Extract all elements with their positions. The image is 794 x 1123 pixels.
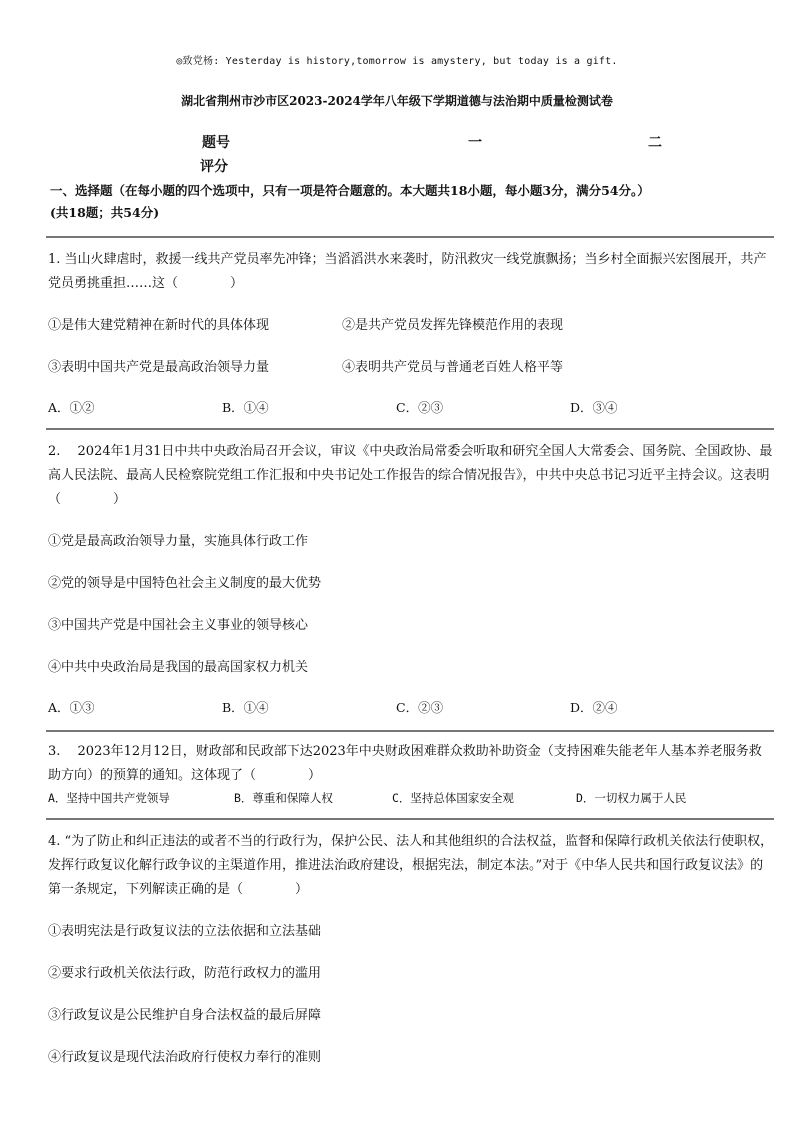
- question-1: [48, 248, 774, 296]
- question-4: [48, 830, 774, 902]
- score-label: 评分: [200, 159, 228, 175]
- choice-a[interactable]: A．①②: [48, 400, 95, 415]
- choice-b[interactable]: B．①④: [222, 700, 269, 715]
- statement: ④中共中央政治局是我国的最高国家权力机关: [48, 660, 309, 675]
- statement: ③中国共产党是中国社会主义事业的领导核心: [48, 618, 309, 633]
- statement: ④表明共产党员与普通老百姓人格平等: [342, 360, 564, 375]
- statement: ④行政复议是现代法治政府行使权力奉行的准则: [48, 1050, 322, 1065]
- choice-d[interactable]: D．③④: [570, 400, 618, 415]
- statement: ①党是最高政治领导力量，实施具体行政工作: [48, 534, 309, 549]
- motto-line: ◎致党杨: Yesterday is history,tomorrow is amystery, but today is a gift.: [176, 56, 618, 67]
- section-count: (共18题；共54分): [50, 205, 160, 220]
- divider: [46, 730, 774, 732]
- question-stem: 4. “为了防止和纠正违法的或者不当的行政行为，保护公民、法人和其他组织的合法权益，监督和保障行政机关依法行使职权，发挥行政复议化解行政争议的主渠道作用，推进法治政府建设，根据宪法，制定本法。”对于《中华人民共和国行政复议法》的第一条规定，下列解读正确的是（ ）: [48, 834, 774, 897]
- question-stem: 1. 当山火肆虐时，救援一线共产党员率先冲锋；当滔滔洪水来袭时，防汛救灾一线党旗飘扬；当乡村全面振兴宏图展开，共产党员勇挑重担……这（ ）: [48, 252, 767, 291]
- question-number-label: 题号: [202, 135, 230, 151]
- choice-d[interactable]: D．一切权力属于人民: [576, 791, 687, 805]
- statement: ①是伟大建党精神在新时代的具体体现: [48, 318, 270, 333]
- statement: ②党的领导是中国特色社会主义制度的最大优势: [48, 576, 322, 591]
- section-instructions: 一、选择题（在每小题的四个选项中，只有一项是符合题意的。本大题共18小题，每小题3分，满分54分。）: [50, 183, 650, 198]
- statement: ③表明中国共产党是最高政治领导力量: [48, 360, 270, 375]
- statement: ①表明宪法是行政复议法的立法依据和立法基础: [48, 924, 322, 939]
- choice-b[interactable]: B．①④: [222, 400, 269, 415]
- choice-c[interactable]: C．②③: [396, 700, 444, 715]
- divider: [46, 428, 774, 430]
- question-2: [48, 440, 774, 512]
- statement: ③行政复议是公民维护自身合法权益的最后屏障: [48, 1008, 322, 1023]
- question-stem: 2. 2024年1月31日中共中央政治局召开会议，审议《中央政治局常委会听取和研究全国人大常委会、国务院、全国政协、最高人民法院、最高人民检察院党组工作汇报和中央书记处工作报告的综合情况报告》，中共中央总书记习近平主持会议。这表明（ ）: [48, 444, 773, 507]
- column-two-label: 二: [648, 135, 662, 151]
- question-3: [48, 740, 774, 788]
- question-stem: 3. 2023年12月12日，财政部和民政部下达2023年中央财政困难群众救助补助资金（支持困难失能老年人基本养老服务救助方向）的预算的通知。这体现了（ ）: [48, 744, 762, 783]
- statement: ②要求行政机关依法行政，防范行政权力的滥用: [48, 966, 322, 981]
- section-heading: [50, 180, 770, 224]
- choice-b[interactable]: B．尊重和保障人权: [234, 791, 333, 805]
- choice-d[interactable]: D．②④: [570, 700, 618, 715]
- divider: [46, 236, 774, 238]
- choice-c[interactable]: C．②③: [396, 400, 444, 415]
- column-one-label: 一: [468, 135, 482, 151]
- divider: [46, 818, 774, 820]
- choice-a[interactable]: A．①③: [48, 700, 95, 715]
- exam-title: 湖北省荆州市沙市区2023-2024学年八年级下学期道德与法治期中质量检测试卷: [181, 94, 613, 108]
- choice-a[interactable]: A．坚持中国共产党领导: [48, 791, 170, 805]
- choice-c[interactable]: C．坚持总体国家安全观: [392, 791, 514, 805]
- statement: ②是共产党员发挥先锋模范作用的表现: [342, 318, 564, 333]
